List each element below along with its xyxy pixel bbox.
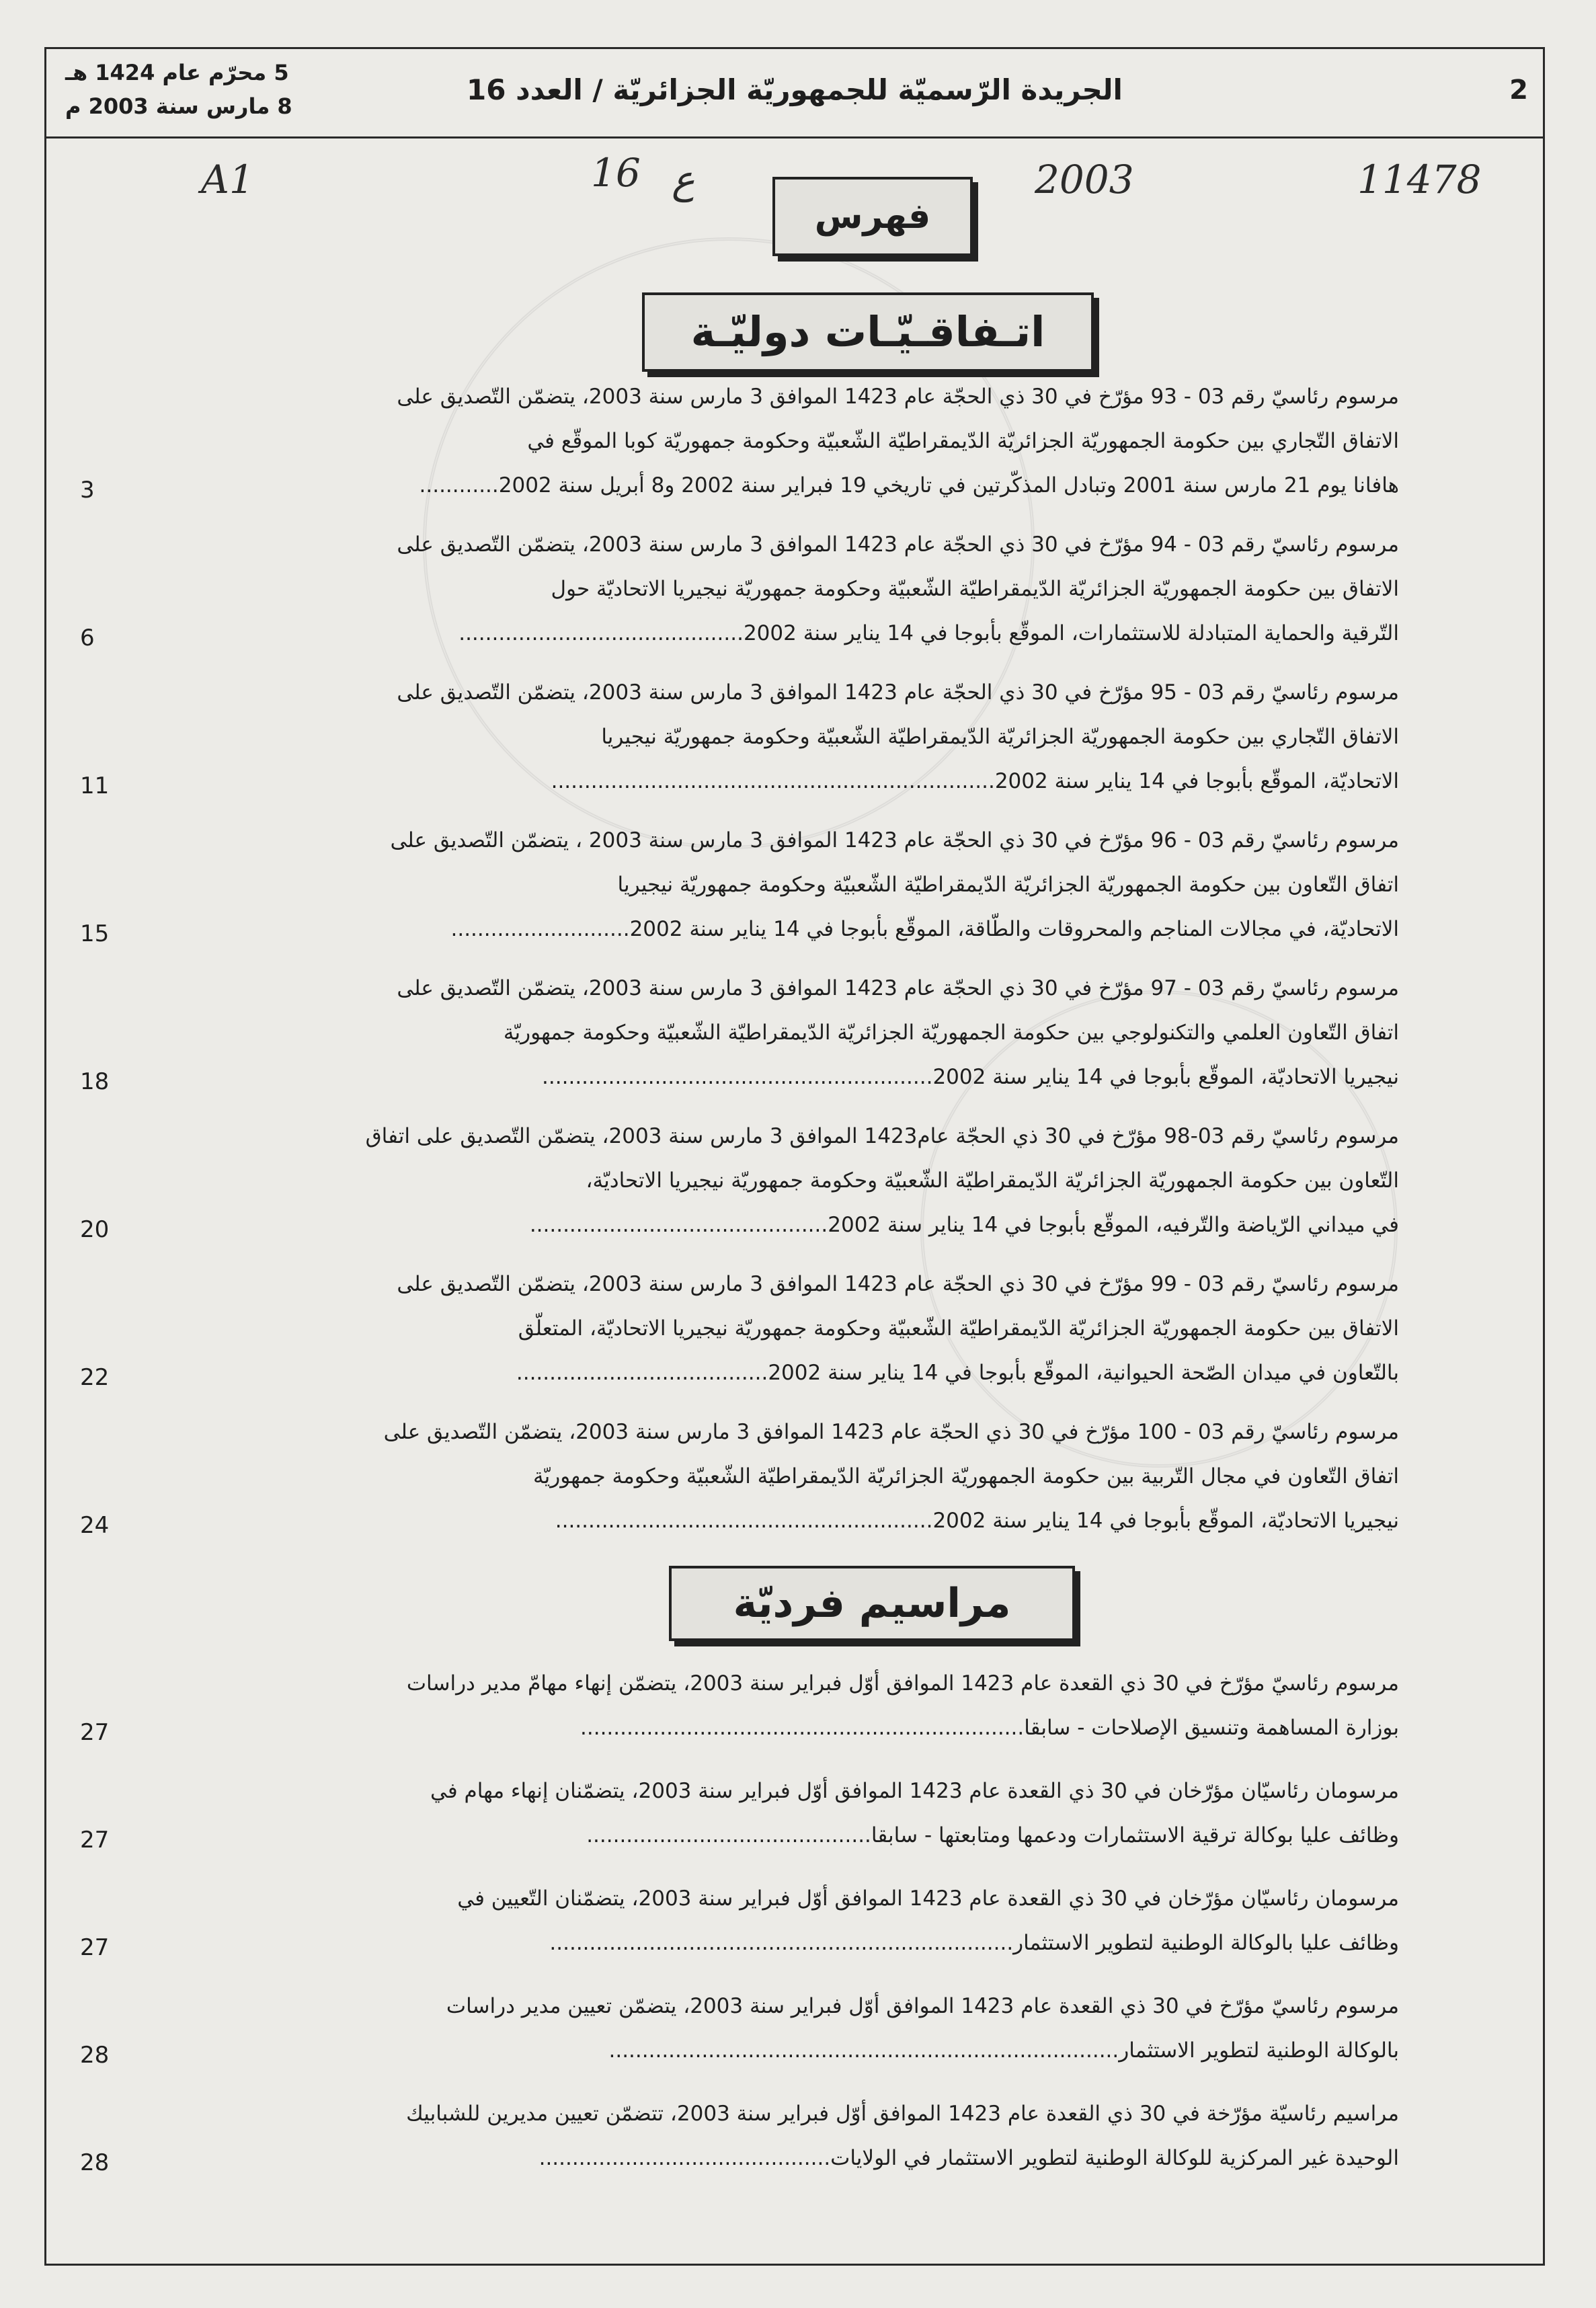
date-hijri: 5 محرّم عام 1424 هـ xyxy=(65,60,289,85)
toc-entry-line: التّرقية والحماية المتبادلة للاستثمارات، الموقّع بأبوجا في 14 يناير سنة 2002........................................... xyxy=(458,621,1399,645)
page-number: 2 xyxy=(1509,75,1528,106)
individual-decrees-heading: مراسيم فرديّة xyxy=(669,1566,1075,1641)
toc-entry-line: مرسوم رئاسيّ رقم 03 - 99 مؤرّخ في 30 ذي الحجّة عام 1423 الموافق 3 مارس سنة 2003، يتضمّن التّصديق على xyxy=(397,1272,1399,1296)
toc-entry-line: بالوكالة الوطنية لتطوير الاستثمار............................................................................. xyxy=(608,2038,1399,2063)
handwritten-year: 2003 xyxy=(1035,157,1134,202)
page-frame xyxy=(44,47,1545,2266)
toc-entry-line: الاتفاق التّجاري بين حكومة الجمهوريّة الجزائريّة الدّيمقراطيّة الشّعبيّة وحكومة جمهوريّة كوبا الموقّع في xyxy=(527,429,1399,453)
handwritten-reference: 11478 xyxy=(1357,157,1482,202)
toc-entry-line: مرسوم رئاسيّ رقم 03 - 95 مؤرّخ في 30 ذي الحجّة عام 1423 الموافق 3 مارس سنة 2003، يتضمّن التّصديق على xyxy=(397,680,1399,705)
toc-page-number: 20 xyxy=(80,1216,110,1243)
toc-entry-line: الاتفاق بين حكومة الجمهوريّة الجزائريّة الدّيمقراطيّة الشّعبيّة وحكومة جمهوريّة نيجيريا الاتحاديّة، المتعلّق xyxy=(518,1316,1399,1341)
toc-entry-line: في ميداني الرّياضة والتّرفيه، الموقّع بأبوجا في 14 يناير سنة 2002............................................. xyxy=(529,1213,1399,1237)
toc-entry-line: مرسوم رئاسيّ رقم 03 - 97 مؤرّخ في 30 ذي الحجّة عام 1423 الموافق 3 مارس سنة 2003، يتضمّن التّصديق على xyxy=(397,976,1399,1000)
toc-entry-line: مرسوم رئاسيّ رقم 03-98 مؤرّخ في 30 ذي الحجّة عام1423 الموافق 3 مارس سنة 2003، يتضمّن التّصديق على اتفاق xyxy=(365,1124,1399,1148)
toc-entry-line: وظائف عليا بوكالة ترقية الاستثمارات ودعمها ومتابعتها - سابقا........................................... xyxy=(586,1823,1399,1847)
toc-entry xyxy=(80,818,1399,951)
toc-entry-line: التّعاون بين حكومة الجمهوريّة الجزائريّة الدّيمقراطيّة الشّعبيّة وحكومة جمهوريّة نيجيريا الاتحاديّة، xyxy=(586,1168,1399,1193)
toc-page-number: 27 xyxy=(80,1934,110,1961)
toc-entry xyxy=(80,1262,1399,1395)
toc-entry-line: الوحيدة غير المركزية للوكالة الوطنية لتطوير الاستثمار في الولايات............................................ xyxy=(538,2146,1399,2170)
handwritten-issue-number: 16 xyxy=(591,150,641,196)
toc-page-number: 24 xyxy=(80,1512,110,1539)
handwritten-left-code: A1 xyxy=(201,157,254,202)
toc-entry-line: الاتفاق بين حكومة الجمهوريّة الجزائريّة الدّيمقراطيّة الشّعبيّة وحكومة جمهوريّة نيجيريا الاتحاديّة حول xyxy=(551,577,1399,601)
international-agreements-heading: اتـفاقـيّـات دوليّـة xyxy=(642,292,1094,372)
toc-entry xyxy=(80,670,1399,803)
toc-entry xyxy=(80,1769,1399,1858)
toc-entry-line: مرسومان رئاسيّان مؤرّخان في 30 ذي القعدة عام 1423 الموافق أوّل فبراير سنة 2003، يتضمّنان إنهاء مهام في xyxy=(430,1779,1399,1803)
toc-entry-line: مرسوم رئاسيّ مؤرّخ في 30 ذي القعدة عام 1423 الموافق أوّل فبراير سنة 2003، يتضمّن تعيين مدير دراسات xyxy=(446,1994,1399,2018)
toc-entry-line: مرسوم رئاسيّ مؤرّخ في 30 ذي القعدة عام 1423 الموافق أوّل فبراير سنة 2003، يتضمّن إنهاء مهامّ مدير دراسات xyxy=(406,1671,1399,1696)
toc-entry xyxy=(80,1876,1399,1965)
toc-entry-line: مرسوم رئاسيّ رقم 03 - 96 مؤرّخ في 30 ذي الحجّة عام 1423 الموافق 3 مارس سنة 2003 ، يتضمّن التّصديق على xyxy=(390,828,1399,852)
toc-entry-line: نيجيريا الاتحاديّة، الموقّع بأبوجا في 14 يناير سنة 2002......................................................... xyxy=(555,1509,1399,1533)
toc-entry-line: الاتفاق التّجاري بين حكومة الجمهوريّة الجزائريّة الدّيمقراطيّة الشّعبيّة وحكومة جمهوريّة نيجيريا xyxy=(601,725,1399,749)
toc-page-number: 28 xyxy=(80,2042,110,2069)
toc-page-number: 28 xyxy=(80,2149,110,2176)
toc-entry xyxy=(80,1984,1399,2073)
toc-page-number: 15 xyxy=(80,920,110,947)
toc-entry xyxy=(80,1661,1399,1750)
page-header xyxy=(46,49,1543,138)
handwritten-letter: ع xyxy=(672,157,695,202)
toc-entry-line: الاتحاديّة، في مجالات المناجم والمحروقات والطّاقة، الموقّع بأبوجا في 14 يناير سنة 2002........................... xyxy=(450,917,1399,941)
toc-entry-line: اتفاق التّعاون العلمي والتكنولوجي بين حكومة الجمهوريّة الجزائريّة الدّيمقراطيّة الشّعبيّة وحكومة جمهوريّة xyxy=(503,1021,1399,1045)
toc-entry-line: بوزارة المساهمة وتنسيق الإصلاحات - سابقا................................................................... xyxy=(580,1716,1399,1740)
toc-entry-line: مرسوم رئاسيّ رقم 03 - 94 مؤرّخ في 30 ذي الحجّة عام 1423 الموافق 3 مارس سنة 2003، يتضمّن التّصديق على xyxy=(397,532,1399,557)
toc-entry xyxy=(80,966,1399,1099)
toc-entry xyxy=(80,1114,1399,1247)
date-gregorian: 8 مارس سنة 2003 م xyxy=(65,93,292,119)
toc-entry-line: اتفاق التّعاون بين حكومة الجمهوريّة الجزائريّة الدّيمقراطيّة الشّعبيّة وحكومة جمهوريّة نيجيريا xyxy=(617,873,1399,897)
toc-entry-line: اتفاق التّعاون في مجال التّربية بين حكومة الجمهوريّة الجزائريّة الدّيمقراطيّة الشّعبيّة وحكومة جمهوريّة xyxy=(533,1464,1399,1488)
toc-entry-line: وظائف عليا بالوكالة الوطنية لتطوير الاستثمار...................................................................... xyxy=(549,1931,1399,1955)
toc-entry-line: مراسيم رئاسيّة مؤرّخة في 30 ذي القعدة عام 1423 الموافق أوّل فبراير سنة 2003، تتضمّن تعيين مديرين للشبابيك xyxy=(406,2102,1399,2126)
journal-title: الجريدة الرّسميّة للجمهوريّة الجزائريّة / العدد 16 xyxy=(467,73,1123,106)
toc-page-number: 6 xyxy=(80,625,95,651)
toc-entry-line: هافانا يوم 21 مارس سنة 2001 وتبادل المذكّرتين في تاريخي 19 فبراير سنة 2002 و8 أبريل سنة 2002............ xyxy=(419,473,1399,498)
toc-entry xyxy=(80,2092,1399,2180)
toc-entry-line: مرسومان رئاسيّان مؤرّخان في 30 ذي القعدة عام 1423 الموافق أوّل فبراير سنة 2003، يتضمّنان التّعيين في xyxy=(457,1886,1399,1911)
toc-entry-line: بالتّعاون في ميدان الصّحة الحيوانية، الموقّع بأبوجا في 14 يناير سنة 2002...................................... xyxy=(516,1361,1399,1385)
toc-entry xyxy=(80,522,1399,655)
toc-entry-line: مرسوم رئاسيّ رقم 03 - 100 مؤرّخ في 30 ذي الحجّة عام 1423 الموافق 3 مارس سنة 2003، يتضمّن التّصديق على xyxy=(383,1420,1399,1444)
toc-page-number: 18 xyxy=(80,1068,110,1095)
toc-page-number: 3 xyxy=(80,477,95,504)
toc-entry-line: مرسوم رئاسيّ رقم 03 - 93 مؤرّخ في 30 ذي الحجّة عام 1423 الموافق 3 مارس سنة 2003، يتضمّن التّصديق على xyxy=(397,385,1399,409)
toc-entry xyxy=(80,1410,1399,1543)
toc-page-number: 27 xyxy=(80,1719,110,1746)
toc-entry xyxy=(80,374,1399,508)
toc-entry-line: الاتحاديّة، الموقّع بأبوجا في 14 يناير سنة 2002................................................................... xyxy=(551,769,1399,793)
toc-page-number: 27 xyxy=(80,1827,110,1854)
index-title: فهرس xyxy=(772,177,973,256)
toc-entry-line: نيجيريا الاتحاديّة، الموقّع بأبوجا في 14 يناير سنة 2002........................................................... xyxy=(542,1065,1399,1089)
toc-page-number: 22 xyxy=(80,1364,110,1391)
toc-page-number: 11 xyxy=(80,772,110,799)
